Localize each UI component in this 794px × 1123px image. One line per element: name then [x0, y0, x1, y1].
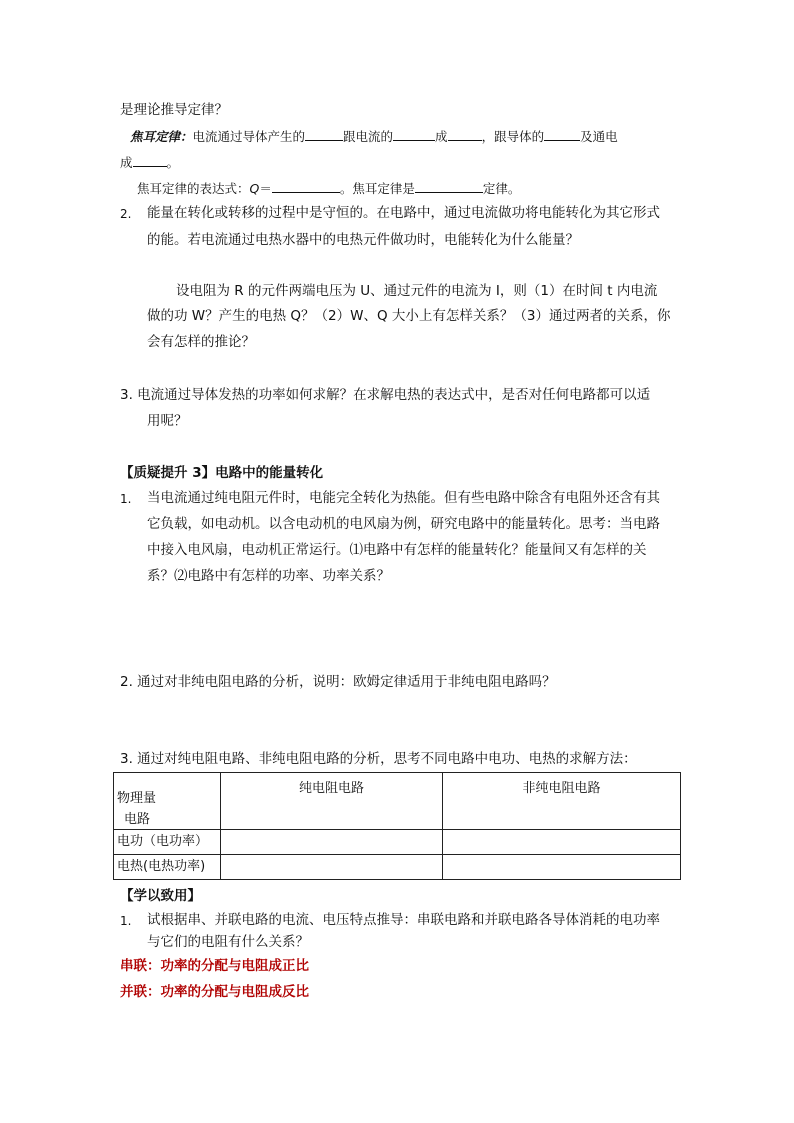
joule-text-d: ，跟导体的	[481, 129, 545, 144]
a1-number: 1.	[120, 914, 132, 928]
s1-line-2: 它负载，如电动机。以含电动机的电风扇为例，研究电路中的能量转化。思考：当电路	[147, 516, 660, 532]
section-3-title: 【质疑提升 3】电路中的能量转化	[120, 465, 324, 481]
expr-eq: ＝	[259, 181, 272, 196]
cell-work-nonpure[interactable]	[443, 830, 681, 855]
q3-line-1: 3. 电流通过导体发热的功率如何求解？在求解电热的表达式中，是否对任何电路都可以适	[120, 387, 651, 403]
q2-line-4: 做的功 W？产生的电热 Q？（2）W、Q 大小上有怎样关系？（3）通过两者的关系，你	[147, 308, 671, 324]
table-corner-cell	[114, 773, 221, 830]
blank-2[interactable]	[393, 126, 435, 141]
answer-parallel: 并联：功率的分配与电阻成反比	[120, 984, 309, 1000]
corner-label-bottom: 电路	[124, 812, 151, 827]
blank-4[interactable]	[544, 126, 580, 141]
blank-5[interactable]	[133, 152, 167, 167]
row-label-work: 电功（电功率）	[114, 830, 221, 855]
answer-series: 串联：功率的分配与电阻成正比	[120, 958, 309, 974]
table-header-row	[114, 773, 681, 830]
joule-text-f: 成	[120, 155, 133, 170]
cell-work-pure[interactable]	[221, 830, 443, 855]
joule-text-g: 。	[166, 155, 180, 170]
q2-line-3: 设电阻为 R 的元件两端电压为 U、通过元件的电流为 I，则（1）在时间 t 内电流	[176, 283, 658, 299]
cell-heat-nonpure[interactable]	[443, 855, 681, 880]
q3-line-2: 用呢？	[147, 413, 188, 429]
cell-heat-pure[interactable]	[221, 855, 443, 880]
s1-line-3: 中接入电风扇，电动机正常运行。⑴电路中有怎样的能量转化？能量间又有怎样的关	[147, 542, 647, 558]
joule-text-b: 跟电流的	[343, 129, 394, 144]
q2-number: 2.	[120, 207, 132, 221]
expr-text-a: 焦耳定律的表达式：	[137, 181, 250, 196]
comparison-table	[113, 772, 681, 880]
expr-text-c: 。焦耳定律是	[339, 181, 415, 196]
joule-text-c: 成	[435, 129, 448, 144]
s3-line: 3. 通过对纯电阻电路、非纯电阻电路的分析，思考不同电路中电功、电热的求解方法：	[120, 751, 637, 767]
q2-line-2: 的能。若电流通过电热水器中的电热元件做功时，电能转化为什么能量？	[147, 232, 579, 248]
question-continuation: 是理论推导定律？	[120, 102, 228, 118]
table-row	[114, 830, 681, 855]
expr-q: Q	[249, 181, 260, 196]
col-header-pure: 纯电阻电路	[221, 773, 443, 830]
joule-text-a: 电流通过导体产生的	[192, 129, 306, 144]
s1-line-4: 系？⑵电路中有怎样的功率、功率关系？	[147, 568, 390, 584]
apply-section-title: 【学以致用】	[120, 888, 201, 904]
joule-text-e: 及通电	[580, 129, 618, 144]
joule-law-label: 焦耳定律：	[130, 129, 193, 144]
blank-6[interactable]	[272, 178, 340, 193]
col-header-nonpure: 非纯电阻电路	[443, 773, 681, 830]
s1-line-1: 当电流通过纯电阻元件时，电能完全转化为热能。但有些电路中除含有电阻外还含有其	[147, 490, 660, 506]
joule-expression-line	[137, 178, 520, 199]
expr-text-d: 定律。	[482, 181, 521, 196]
q2-line-5: 会有怎样的推论？	[147, 334, 255, 350]
row-label-heat: 电热(电热功率)	[114, 855, 221, 880]
a1-line-2: 与它们的电阻有什么关系？	[147, 934, 309, 950]
blank-3[interactable]	[448, 126, 482, 141]
q2-line-1: 能量在转化或转移的过程中是守恒的。在电路中，通过电流做功将电能转化为其它形式	[147, 205, 660, 221]
joule-law-fill-line-2	[120, 152, 179, 173]
corner-label-top: 物理量	[117, 791, 157, 806]
blank-1[interactable]	[305, 126, 343, 141]
table-row	[114, 855, 681, 880]
s2-line: 2. 通过对非纯电阻电路的分析，说明：欧姆定律适用于非纯电阻电路吗？	[120, 674, 556, 690]
joule-law-fill-line-1	[130, 126, 618, 147]
blank-7[interactable]	[415, 178, 483, 193]
s1-number: 1.	[120, 492, 132, 506]
a1-line-1: 试根据串、并联电路的电流、电压特点推导：串联电路和并联电路各导体消耗的电功率	[147, 912, 660, 928]
